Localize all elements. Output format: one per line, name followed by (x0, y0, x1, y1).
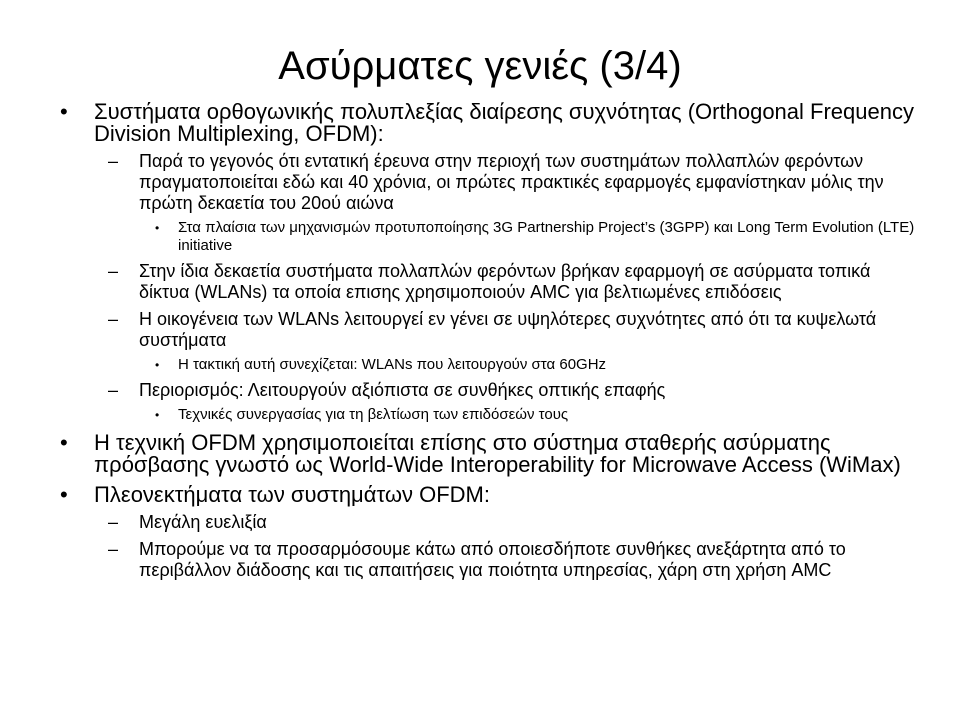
bullet-level-2 (139, 309, 924, 351)
bullet-marker-icon (155, 219, 159, 237)
dash-marker-icon (108, 309, 118, 330)
bullet-level-1 (94, 101, 924, 145)
bullet-marker-icon (60, 101, 68, 123)
dash-marker-icon (108, 380, 118, 401)
bullet-text: Παρά το γεγονός ότι εντατική έρευνα στην περιοχή των συστημάτων πολλαπλών φερόντων πραγματοποιείται εδώ και 40 χρόνια, οι πρώτες πρακτικές εφαρμογές εμφανίστηκαν μόλις την πρώτη δεκαετία του 20ού αιώνα (139, 151, 884, 213)
bullet-text: Πλεονεκτήματα των συστημάτων OFDM: (94, 482, 490, 507)
dash-marker-icon (108, 261, 118, 282)
dash-marker-icon (108, 512, 118, 533)
bullet-text: Η τακτική αυτή συνεχίζεται: WLANs που λειτουργούν στα 60GHz (178, 356, 607, 373)
bullet-text: Μεγάλη ευελιξία (139, 512, 267, 532)
bullet-level-1 (94, 484, 924, 506)
bullet-level-3 (178, 406, 918, 424)
bullet-marker-icon (60, 484, 68, 506)
bullet-marker-icon (60, 432, 68, 454)
bullet-text: Η τεχνική OFDM χρησιμοποιείται επίσης στο σύστημα σταθερής ασύρματης πρόσβασης γνωστό ως World-Wide Interoperability for Microwave Access (WiMax) (94, 430, 901, 477)
bullet-marker-icon (155, 356, 159, 374)
bullet-level-2 (139, 539, 924, 581)
bullet-level-2 (139, 261, 924, 303)
bullet-text: Μπορούμε να τα προσαρμόσουμε κάτω από οποιεσδήποτε συνθήκες ανεξάρτητα από το περιβάλλον διάδοσης και τις απαιτήσεις για ποιότητα υπηρεσίας, χάρη στη χρήση AMC (139, 539, 846, 580)
bullet-text: Στην ίδια δεκαετία συστήματα πολλαπλών φερόντων βρήκαν εφαρμογή σε ασύρματα τοπικά δίκτυα (WLANs) τα οποία επισης χρησιμοποιούν AMC για βελτιωμένες επιδόσεις (139, 261, 871, 302)
dash-marker-icon (108, 151, 118, 172)
bullet-level-2 (139, 380, 924, 401)
bullet-level-3 (178, 219, 918, 255)
bullet-text: Τεχνικές συνεργασίας για τη βελτίωση των επιδόσεών τους (178, 406, 569, 423)
bullet-text: Η οικογένεια των WLANs λειτουργεί εν γένει σε υψηλότερες συχνότητες από ότι τα κυψελωτά συστήματα (139, 309, 877, 350)
bullet-level-1 (94, 432, 924, 476)
bullet-text: Περιορισμός: Λειτουργούν αξιόπιστα σε συνθήκες οπτικής επαφής (139, 380, 666, 400)
bullet-text: Στα πλαίσια των μηχανισμών προτυποποίησης 3G Partnership Project’s (3GPP) και Long Term Evolution (LTE) initiative (178, 219, 915, 254)
dash-marker-icon (108, 539, 118, 560)
bullet-level-3 (178, 356, 918, 374)
bullet-level-2 (139, 151, 924, 214)
bullet-text: Συστήματα ορθογωνικής πολυπλεξίας διαίρεσης συχνότητας (Orthogonal Frequency Division Multiplexing, OFDM): (94, 99, 914, 146)
slide-title: Ασύρματες γενιές (3/4) (278, 44, 682, 88)
bullet-marker-icon (155, 406, 159, 424)
bullet-level-2 (139, 512, 924, 533)
bullet-list (0, 101, 960, 581)
